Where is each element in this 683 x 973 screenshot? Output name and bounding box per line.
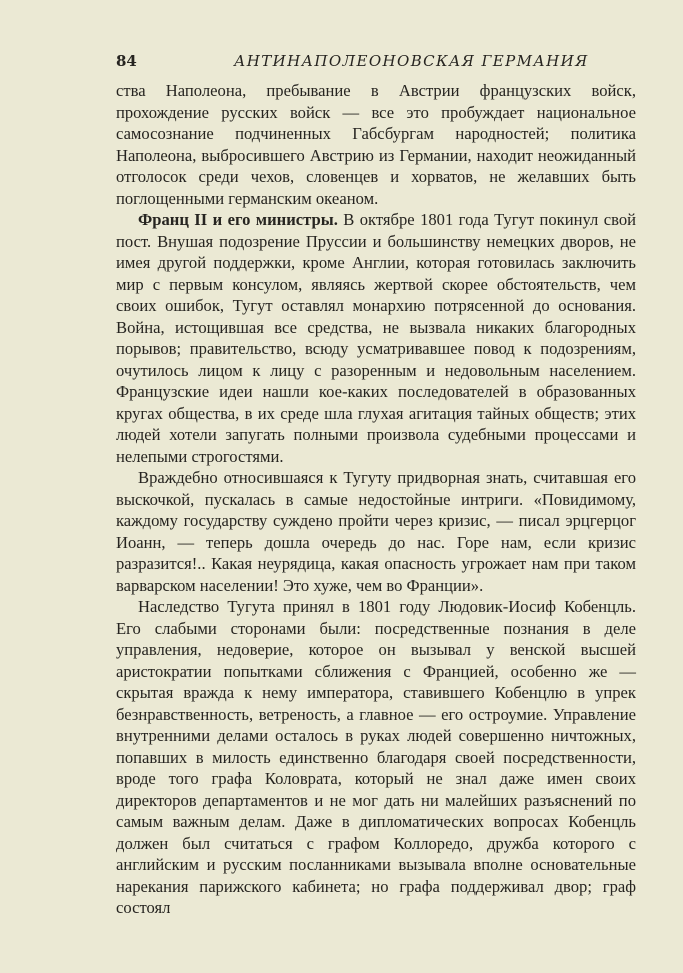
paragraph-text: В октябре 1801 года Тугут покинул свой пост. Внушая подозрение Пруссии и большинству немецких дворов, не имея другой поддержки, кроме Англии, которая готовилась заключить мир с первым консулом, являясь жертвой скорее обстоятельств, чем своих ошибок, Тугут оставлял монархию потрясенной до основания. Война, истощившая все средства, не вызвала никаких благородных порывов; правительство, всюду усматривавшее повод к подозрениям, очутилось лицом к лицу с разоренным и недовольным населением. Французские идеи нашли кое-каких последователей в образованных кругах общества, в их среде шла глухая агитация тайных обществ; этих людей хотели запугать полными произвола судебными процессами и нелепыми строгостями. — [116, 210, 637, 466]
paragraph-text: ства Наполеона, пребывание в Австрии французских войск, прохождение русских войск — все это пробуждает национальное самосознание подчиненных Габсбургам народностей; политика Наполеона, выбросившего Австрию из Германии, находит неожиданный отголосок среди чехов, словенцев и хорватов, не желавших быть поглощенными германским океаном. — [116, 81, 636, 208]
running-title: АНТИНАПОЛЕОНОВСКАЯ ГЕРМАНИЯ — [234, 52, 589, 70]
paragraph-franz-ii — [116, 209, 636, 467]
page-header — [116, 52, 632, 72]
paragraph-cobenzl — [116, 596, 636, 919]
paragraph-court-nobility — [116, 467, 636, 596]
section-subheading: Франц II и его министры. — [138, 210, 338, 229]
page-number: 84 — [116, 52, 137, 70]
body-text — [116, 80, 636, 919]
paragraph-continuation — [116, 80, 636, 209]
paragraph-text: Наследство Тугута принял в 1801 году Людовик-Иосиф Кобенцль. Его слабыми сторонами были: посредственные познания в деле управления, недоверие, которое он вызывал у венской высшей аристократии попытками сближения с Францией, особенно же — скрытая вражда к нему императора, ставившего Кобенцлю в упрек безнравственность, ветреность, а главное — его остроумие. Управление внутренними делами осталось в руках людей совершенно ничтожных, попавших в милость единственно благодаря своей посредственности, вроде того графа Коловрата, который не знал даже имен своих директоров департаментов и не мог дать ни малейших разъяснений по самым важным делам. Даже в дипломатических вопросах Кобенцль должен был считаться с графом Коллоредо, дружба которого с английским и русским посланниками вызывала вполне основательные нарекания парижского кабинета; но графа поддерживал двор; граф состоял — [116, 597, 636, 917]
paragraph-text: Враждебно относившаяся к Тугуту придворная знать, считавшая его выскочкой, пускалась в самые недостойные интриги. «Повидимому, каждому государству суждено пройти через кризис, — писал эрцгерцог Иоанн, — теперь дошла очередь до нас. Горе нам, если кризис разразится!.. Какая неурядица, какая опасность угрожает нам при таком варварском населении! Это хуже, чем во Франции». — [116, 468, 636, 595]
